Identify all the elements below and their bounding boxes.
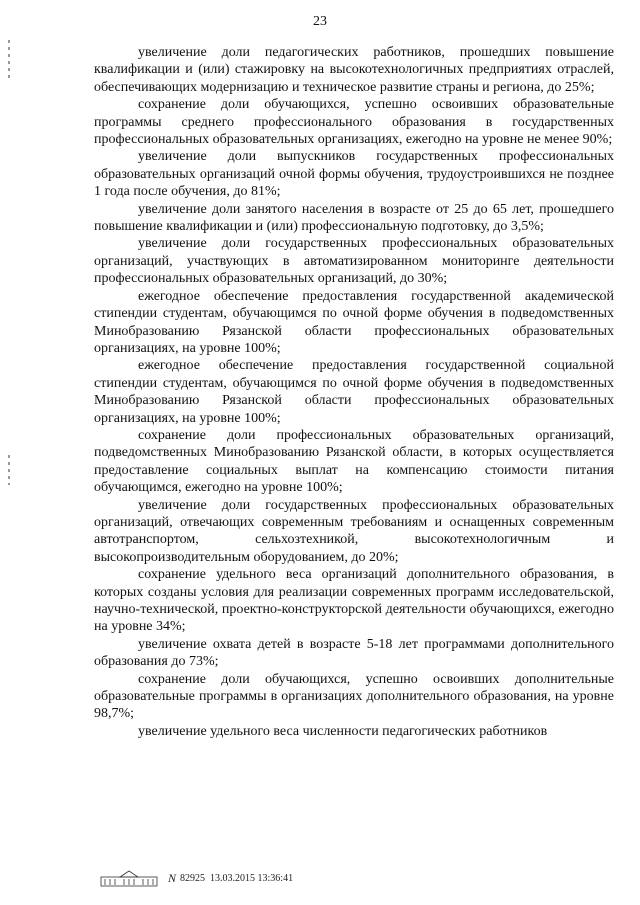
paragraph: увеличение удельного веса численности педагогических работников: [138, 723, 548, 739]
paragraph: сохранение доли обучающихся, успешно освоивших образовательные программы среднего профессионального образования в государственных профессиональных образовательных организациях, ежегодно на уровне не менее 90%;: [94, 97, 614, 148]
paragraph: увеличение доли педагогических работников, прошедших повышение квалификации и (или) стажировку на высокотехнологичных предприятиях отраслей, обеспечивающих модернизацию и техническое развитие страны и региона, до 25%;: [94, 45, 614, 95]
margin-binding-marks: [8, 455, 10, 485]
footer-mark: N: [168, 870, 177, 885]
paragraph: увеличение охвата детей в возрасте 5-18 лет программами дополнительного образования до 73%;: [94, 636, 614, 670]
margin-binding-marks: [8, 40, 10, 80]
paragraph: увеличение доли государственных профессиональных образовательных организаций, отвечающих современным требованиям и оснащенных современным автотранспортом, сельхозтехникой, высокотехнологичным и высокопроизводительным оборудованием, до 20%;: [94, 497, 614, 565]
paragraph: сохранение доли профессиональных образовательных организаций, подведомственных Минобразованию Рязанской области, в которых осуществляется предоставление социальных выплат на компенсацию стоимости питания обучающимся, ежегодно на уровне 100%;: [94, 427, 614, 496]
paragraph: ежегодное обеспечение предоставления государственной академической стипендии студентам, обучающимся по очной форме обучения в подведомственных Минобразованию Рязанской области профессиональных образовательных организациях, на уровне 100%;: [94, 288, 614, 356]
document-footer: [100, 868, 293, 888]
paragraph: увеличение доли государственных профессиональных образовательных организаций, участвующих в автоматизированном мониторинге деятельности профессиональных образовательных организаций, до 30%;: [94, 236, 614, 287]
document-time: 13:36:41: [257, 872, 294, 884]
document-number: 82925: [180, 872, 206, 884]
document-body: [94, 44, 614, 740]
paragraph: увеличение доли занятого населения в возрасте от 25 до 65 лет, прошедшего повышение квалификации и (или) профессиональную подготовку, до 3,5%;: [94, 201, 614, 235]
document-date: 13.03.2015: [210, 872, 256, 884]
page-number: 23: [313, 14, 327, 29]
paragraph: ежегодное обеспечение предоставления государственной социальной стипендии студентам, обучающимся по очной форме обучения в подведомственных Минобразованию Рязанской области профессиональных образовательных организациях, на уровне 100%;: [94, 358, 614, 426]
paragraph: сохранение удельного веса организаций дополнительного образования, в которых созданы условия для реализации современных программ исследовательской, научно-технической, проектно-конструкторской деятельности обучающихся, ежегодно на уровне 34%;: [94, 567, 614, 635]
building-emblem-icon: [100, 869, 158, 887]
paragraph: увеличение доли выпускников государственных профессиональных образовательных организаций очной формы обучения, трудоустроившихся не позднее 1 года после обучения, до 81%;: [94, 149, 614, 200]
paragraph: сохранение доли обучающихся, успешно освоивших дополнительные образовательные программы в организациях дополнительного образования, на уровне 98,7%;: [94, 671, 614, 722]
